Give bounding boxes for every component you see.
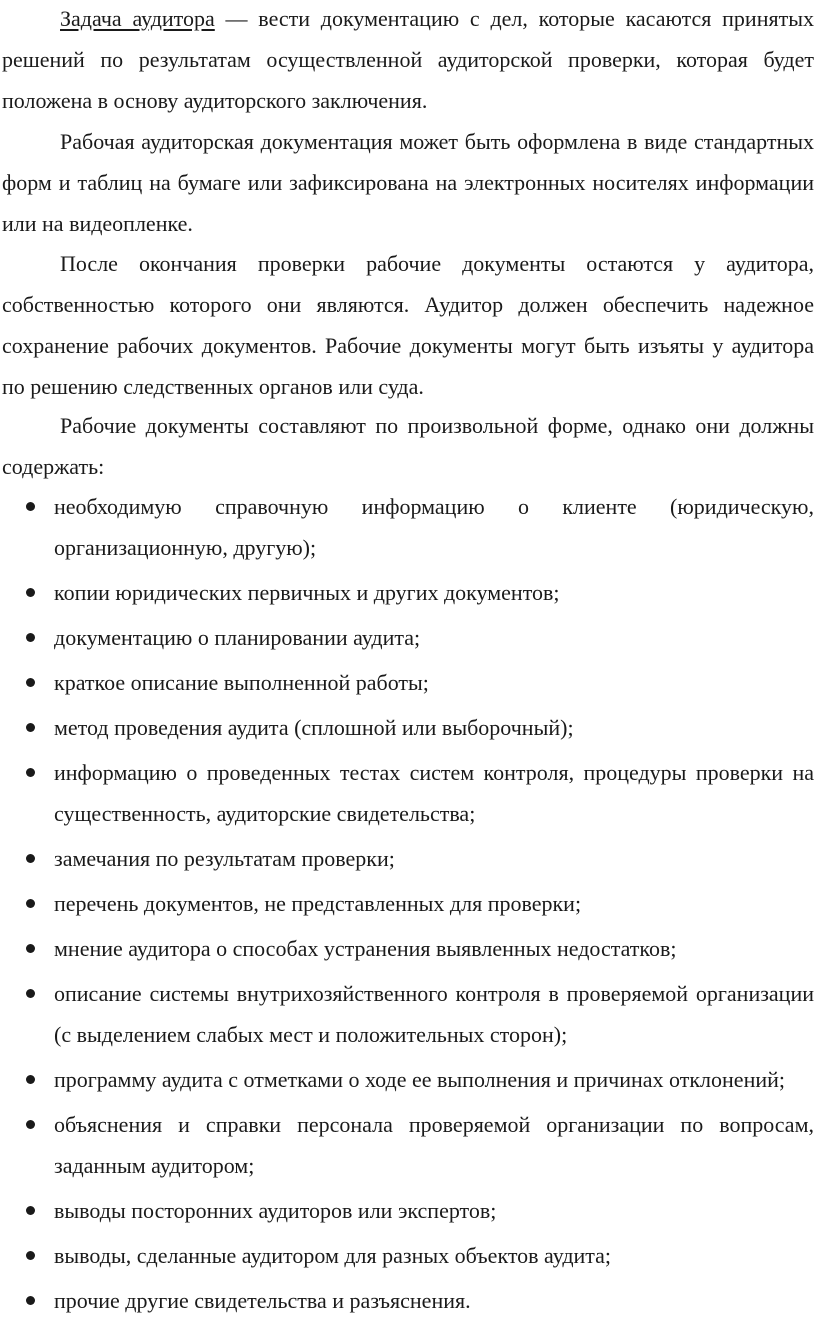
list-item: мнение аудитора о способах устранения выявленных недостатков; bbox=[0, 928, 816, 969]
bullet-icon bbox=[26, 678, 35, 687]
bullet-icon bbox=[26, 1206, 35, 1215]
list-item: прочие другие свидетельства и разъяснения. bbox=[0, 1280, 816, 1321]
list-item: копии юридических первичных и других документов; bbox=[0, 572, 816, 613]
list-item: описание системы внутрихозяйственного контроля в проверяемой организации (с выделением слабых мест и положительных сторон); bbox=[0, 973, 816, 1055]
bullet-icon bbox=[26, 1296, 35, 1305]
bullet-icon bbox=[26, 633, 35, 642]
bullet-icon bbox=[26, 1120, 35, 1129]
list-item: перечень документов, не представленных для проверки; bbox=[0, 883, 816, 924]
list-item: программу аудита с отметками о ходе ее выполнения и причинах отклонений; bbox=[0, 1059, 816, 1100]
paragraph-documentation-forms: Рабочая аудиторская документация может быть оформлена в виде стандартных форм и таблиц на бумаге или зафиксирована на электронных носителях информации или на видеопленке. bbox=[2, 129, 814, 236]
bullet-icon bbox=[26, 588, 35, 597]
list-item: объяснения и справки персонала проверяемой организации по вопросам, заданным аудитором; bbox=[0, 1104, 816, 1186]
bullet-icon bbox=[26, 899, 35, 908]
list-item: выводы посторонних аудиторов или экспертов; bbox=[0, 1190, 816, 1231]
auditor-task-term: Задача аудитора bbox=[60, 6, 215, 31]
documents-content-list bbox=[0, 486, 816, 1325]
list-item: документацию о планировании аудита; bbox=[0, 617, 816, 658]
bullet-icon bbox=[26, 1251, 35, 1260]
bullet-icon bbox=[26, 989, 35, 998]
list-item: метод проведения аудита (сплошной или выборочный); bbox=[0, 707, 816, 748]
paragraph-documents-content-intro: Рабочие документы составляют по произвольной форме, однако они должны содержать: bbox=[2, 413, 814, 479]
list-item: выводы, сделанные аудитором для разных объектов аудита; bbox=[0, 1235, 816, 1276]
list-item: информацию о проведенных тестах систем контроля, процедуры проверки на существенность, аудиторские свидетельства; bbox=[0, 752, 816, 834]
bullet-icon bbox=[26, 723, 35, 732]
bullet-icon bbox=[26, 502, 35, 511]
paragraph-auditor-task bbox=[2, 0, 814, 121]
bullet-icon bbox=[26, 1075, 35, 1084]
list-item: необходимую справочную информацию о клиенте (юридическую, организационную, другую); bbox=[0, 486, 816, 568]
auditor-task-definition: — вести документацию с дел, которые касаются принятых решений по результатам осуществленной аудиторской проверки, которая будет положена в основу аудиторского заключения. bbox=[2, 6, 814, 113]
list-item: замечания по результатам проверки; bbox=[0, 838, 816, 879]
bullet-icon bbox=[26, 768, 35, 777]
paragraph-documents-ownership: После окончания проверки рабочие документы остаются у аудитора, собственностью которого они являются. Аудитор должен обеспечить надежное сохранение рабочих документов. Рабочие документы могут быть изъяты у аудитора по решению следственных органов или суда. bbox=[2, 251, 814, 399]
bullet-icon bbox=[26, 854, 35, 863]
list-item: краткое описание выполненной работы; bbox=[0, 662, 816, 703]
bullet-icon bbox=[26, 944, 35, 953]
